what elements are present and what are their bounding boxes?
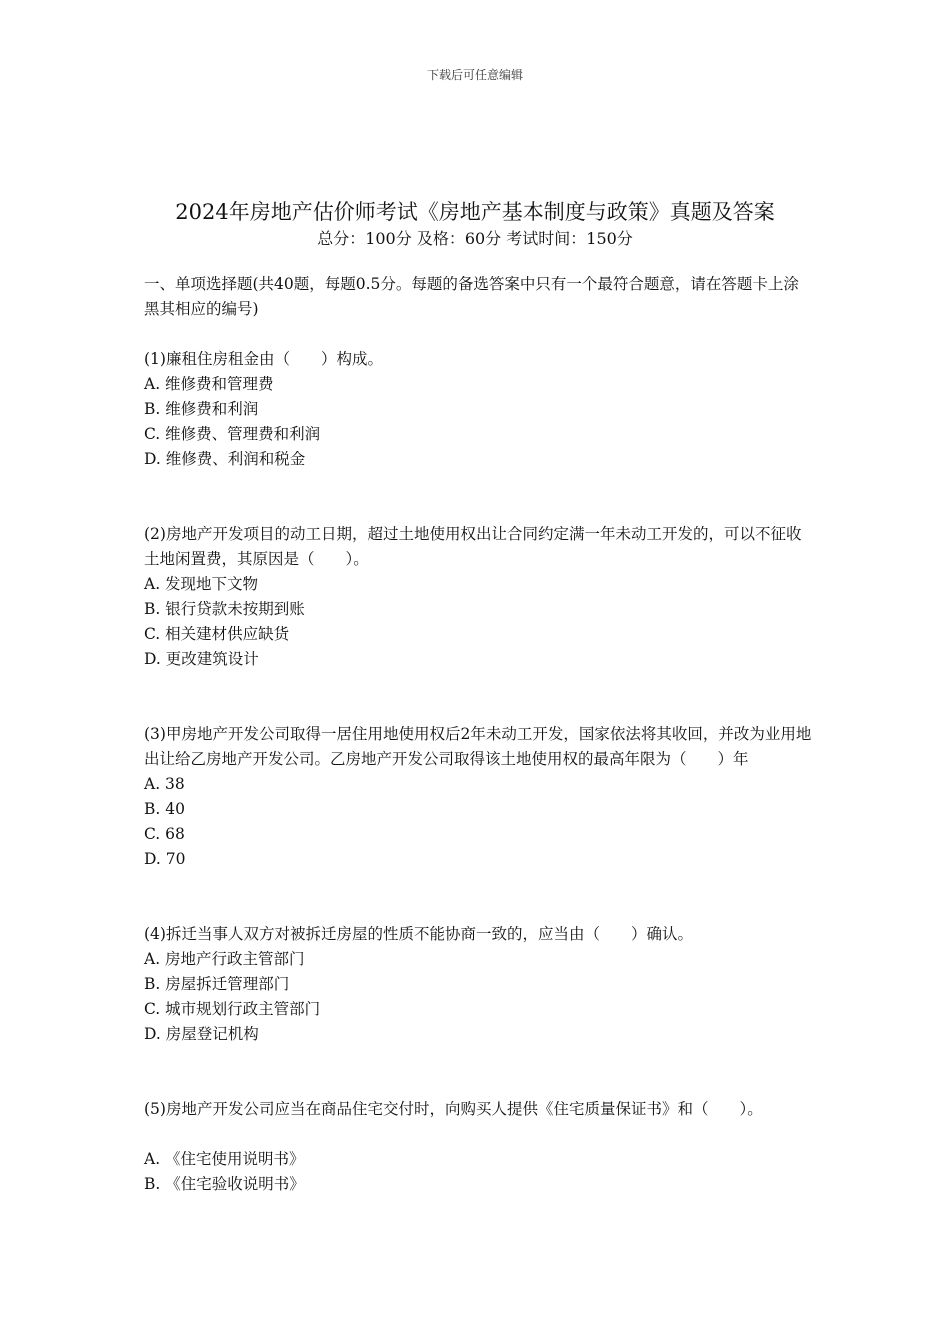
option-d: D. 维修费、利润和税金 (144, 450, 306, 468)
option-d: D. 更改建筑设计 (144, 650, 259, 668)
option-b: B. 《住宅验收说明书》 (144, 1175, 305, 1193)
option-b: B. 维修费和利润 (144, 400, 259, 418)
section-instructions: 一、单项选择题(共40题，每题0.5分。每题的备选答案中只有一个最符合题意，请在答题卡上涂黑其相应的编号) (144, 275, 799, 318)
question-5 (144, 1097, 812, 1197)
option-c: C. 维修费、管理费和利润 (144, 425, 321, 443)
option-c: C. 城市规划行政主管部门 (144, 1000, 321, 1018)
option-b: B. 银行贷款未按期到账 (144, 600, 305, 618)
document-body (144, 272, 812, 1197)
question-stem: (3)甲房地产开发公司取得一居住用地使用权后2年未动工开发，国家依法将其收回，并改为业用地出让给乙房地产开发公司。乙房地产开发公司取得该土地使用权的最高年限为（ ）年 (144, 725, 812, 768)
option-d: D. 70 (144, 850, 186, 868)
question-2 (144, 522, 812, 672)
option-a: A. 房地产行政主管部门 (144, 950, 305, 968)
option-a: A. 维修费和管理费 (144, 375, 274, 393)
option-a: A. 38 (144, 775, 185, 793)
download-note: 下载后可任意编辑 (426, 68, 523, 82)
option-c: C. 68 (144, 825, 185, 843)
question-stem: (4)拆迁当事人双方对被拆迁房屋的性质不能协商一致的，应当由（ ）确认。 (144, 925, 693, 943)
option-a: A. 发现地下文物 (144, 575, 259, 593)
option-b: B. 房屋拆迁管理部门 (144, 975, 290, 993)
option-a: A. 《住宅使用说明书》 (144, 1150, 305, 1168)
question-stem: (2)房地产开发项目的动工日期，超过土地使用权出让合同约定满一年未动工开发的，可以不征收土地闲置费，其原因是（ ）。 (144, 525, 802, 568)
option-c: C. 相关建材供应缺货 (144, 625, 290, 643)
exam-info: 总分：100分 及格：60分 考试时间：150分 (317, 229, 633, 248)
question-1 (144, 347, 812, 472)
document-title: 2024年房地产估价师考试《房地产基本制度与政策》真题及答案 (175, 200, 775, 224)
option-b: B. 40 (144, 800, 185, 818)
option-d: D. 房屋登记机构 (144, 1025, 259, 1043)
question-3 (144, 722, 812, 872)
question-4 (144, 922, 812, 1047)
question-stem: (5)房地产开发公司应当在商品住宅交付时，向购买人提供《住宅质量保证书》和（ ）。 (144, 1100, 763, 1118)
question-stem: (1)廉租住房租金由（ ）构成。 (144, 350, 383, 368)
